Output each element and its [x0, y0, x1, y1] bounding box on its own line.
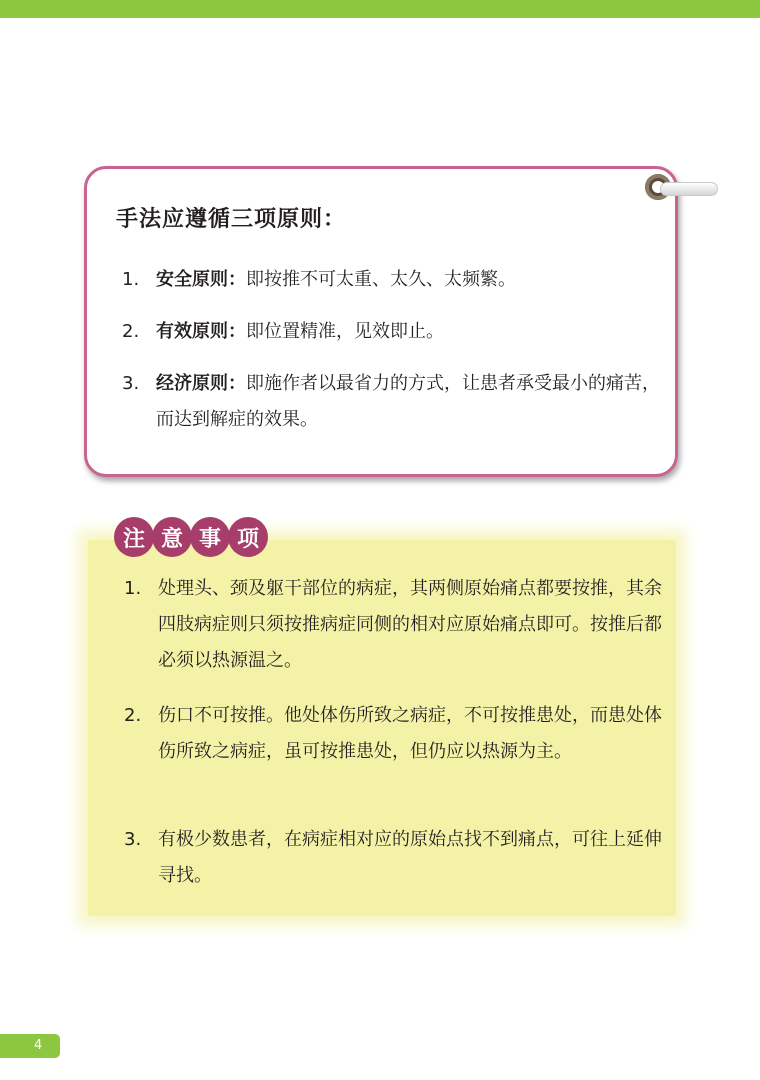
notes-heading [114, 517, 266, 557]
notes-heading-char: 事 [190, 517, 230, 557]
principle-text: 即施作者以最省力的方式，让患者承受最小的痛苦，而达到解症的效果。 [156, 373, 660, 430]
note-text: 处理头、颈及躯干部位的病症，其两侧原始痛点都要按推，其余四肢病症则只须按推病症同侧的相对应原始痛点即可。按推后都必须以热源温之。 [158, 578, 662, 671]
principle-text: 即位置精准，见效即止。 [246, 321, 444, 342]
principle-item [122, 366, 662, 438]
note-item [124, 822, 664, 894]
principle-text: 即按推不可太重、太久、太频繁。 [246, 269, 516, 290]
principle-item [122, 262, 682, 298]
principle-label: 安全原则： [156, 269, 246, 290]
note-item [124, 571, 664, 679]
principle-label: 有效原则： [156, 321, 246, 342]
principle-number: 1. [122, 269, 140, 290]
principles-title: 手法应遵循三项原则： [116, 207, 347, 232]
principle-number: 2. [122, 321, 140, 342]
page-number: 4 [34, 1038, 43, 1053]
note-item [124, 698, 664, 770]
notes-heading-char: 意 [152, 517, 192, 557]
note-number: 2. [124, 705, 142, 726]
top-color-bar [0, 0, 760, 18]
page-number-tab [0, 1034, 60, 1058]
note-number: 1. [124, 578, 142, 599]
note-text: 伤口不可按推。他处体伤所致之病症，不可按推患处，而患处体伤所致之病症，虽可按推患处，但仍应以热源为主。 [158, 705, 662, 762]
principle-number: 3. [122, 373, 140, 394]
principle-label: 经济原则： [156, 373, 246, 394]
notes-heading-char: 项 [228, 517, 268, 557]
principle-item [122, 314, 682, 350]
note-text: 有极少数患者，在病症相对应的原始点找不到痛点，可往上延伸寻找。 [158, 829, 662, 886]
notes-heading-char: 注 [114, 517, 154, 557]
note-number: 3. [124, 829, 142, 850]
binder-pin-icon [660, 182, 718, 196]
